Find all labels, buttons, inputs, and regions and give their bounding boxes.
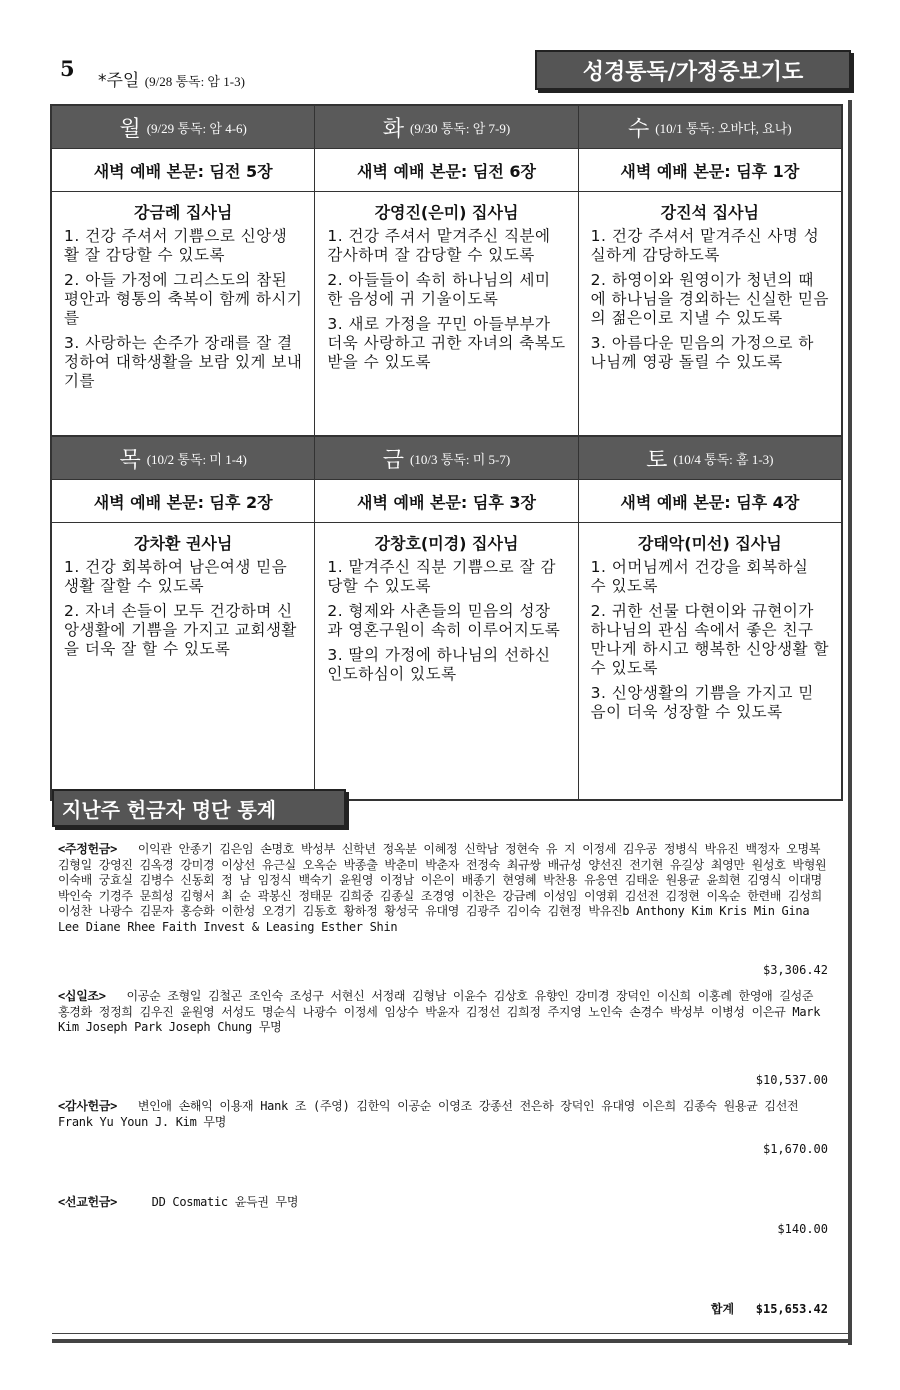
day-label: 금 xyxy=(382,446,405,472)
day-cell-wed xyxy=(579,106,841,435)
divider xyxy=(52,1333,848,1334)
service-text: 새벽 예배 본문: 딤후 1장 xyxy=(579,148,841,192)
day-reading: (9/29 통독: 암 4-6) xyxy=(146,120,247,136)
day-header xyxy=(579,437,841,479)
prayer-item: 3. 아름다운 믿음의 가정으로 하나님께 영광 돌릴 수 있도록 xyxy=(590,334,814,371)
section-banner-offering-stats: 지난주 헌금자 명단 통계 xyxy=(52,789,346,827)
service-text: 새벽 예배 본문: 딤후 2장 xyxy=(52,479,314,523)
prayer-item: 1. 건강 주셔서 맡겨주신 직분에 감사하며 잘 감당할 수 있도록 xyxy=(327,227,551,264)
prayer-item: 2. 자녀 손들이 모두 건강하며 신앙생활에 기쁨을 가지고 교회생활을 더욱 잘 할 수 있도록 xyxy=(64,602,297,658)
member-name: 강영진(은미) 집사님 xyxy=(374,203,519,222)
service-text: 새벽 예배 본문: 딤후 3장 xyxy=(315,479,577,523)
prayer-body xyxy=(52,200,314,435)
gratitude-label: <감사헌금> xyxy=(58,1099,118,1113)
total-label: 합계 xyxy=(710,1302,735,1316)
member-name: 강금례 집사님 xyxy=(134,203,233,222)
prayer-item: 2. 하영이와 원영이가 청년의 때에 하나님을 경외하는 신실한 믿음의 젊은이로 지낼 수 있도록 xyxy=(590,271,829,327)
prayer-list xyxy=(579,227,841,372)
prayer-row-2 xyxy=(52,435,841,799)
day-header xyxy=(579,106,841,148)
prayer-body xyxy=(579,531,841,799)
prayer-item: 3. 사랑하는 손주가 장래를 잘 결정하여 대학생활을 보람 있게 보내기를 xyxy=(64,334,303,390)
day-reading: (10/3 통독: 미 5-7) xyxy=(410,451,511,467)
prayer-list xyxy=(579,558,841,722)
member-name: 강진석 집사님 xyxy=(660,203,759,222)
member-name: 강태악(미선) 집사님 xyxy=(637,534,782,553)
prayer-item: 3. 신앙생활의 기쁨을 가지고 믿음이 더욱 성장할 수 있도록 xyxy=(590,684,814,721)
gratitude-amount: $1,670.00 xyxy=(762,1142,828,1156)
day-cell-mon xyxy=(52,106,315,435)
page-number: 5 xyxy=(60,56,75,81)
mission-label: <선교헌금> xyxy=(58,1195,118,1209)
offering-names: 이공순 조형일 김철곤 조인숙 조성구 서현신 서정래 김형남 이윤수 김상호 유향인 강미경 장덕인 이신희 이홍례 한영애 길성준 홍경화 정정희 김우진 윤원영 서성도 명순식 나광수 이정세 임상수 박윤자 김정선 김희정 주지영 노인숙 손경수 박성부 이병성 이은규 Mark Kim Joseph Park Joseph Chung 무명 xyxy=(58,989,821,1034)
prayer-item: 3. 새로 가정을 꾸민 아들부부가 더욱 사랑하고 귀한 자녀의 축복도 받을 수 있도록 xyxy=(327,315,566,371)
member-name: 강차환 권사님 xyxy=(134,534,233,553)
day-label: 화 xyxy=(382,115,405,141)
total-amount: $15,653.42 xyxy=(755,1302,828,1316)
prayer-item: 2. 형제와 사촌들의 믿음의 성장과 영혼구원이 속히 이루어지도록 xyxy=(327,602,561,639)
day-label: 목 xyxy=(119,446,141,472)
prayer-body xyxy=(579,200,841,435)
day-label: 토 xyxy=(646,446,668,472)
service-text: 새벽 예배 본문: 딤전 6장 xyxy=(315,148,577,192)
service-text: 새벽 예배 본문: 딤전 5장 xyxy=(52,148,314,192)
mission-names: DD Cosmatic 윤득권 무명 xyxy=(151,1195,299,1209)
prayer-body xyxy=(52,531,314,799)
day-cell-sat xyxy=(579,437,841,799)
day-reading: (10/2 통독: 미 1-4) xyxy=(146,451,247,467)
day-reading: (9/30 통독: 암 7-9) xyxy=(410,120,511,136)
gratitude-names: 변인애 손해익 이용재 Hank 조 (주영) 김한익 이공순 이영조 강종선 전은하 장덕인 유대영 이은희 김종숙 원용균 김선전 Frank Yu Youn J. Kim 무명 xyxy=(58,1099,799,1129)
page-border-bottom xyxy=(52,1339,852,1343)
prayer-list xyxy=(315,558,577,684)
day-reading: (10/1 통독: 오바댜, 요나) xyxy=(655,120,792,136)
day-cell-tue xyxy=(315,106,578,435)
gratitude-donor-list xyxy=(58,1099,830,1130)
day-label: 월 xyxy=(119,115,141,141)
prayer-grid xyxy=(50,104,843,801)
tithe-label: <주정헌금> xyxy=(58,842,118,856)
day-cell-fri xyxy=(315,437,578,799)
prayer-body xyxy=(315,531,577,799)
mission-donor-list xyxy=(58,1195,830,1211)
section-banner-bible-reading: 성경통독/가정중보기도 xyxy=(535,50,851,90)
prayer-list xyxy=(52,558,314,659)
prayer-item: 1. 건강 주셔서 맡겨주신 사명 성실하게 감당하도록 xyxy=(590,227,820,264)
day-label: 수 xyxy=(628,115,650,141)
offering-label: <십일조> xyxy=(58,989,106,1003)
day-header xyxy=(52,437,314,479)
prayer-item: 1. 건강 주셔서 기쁨으로 신앙생활 잘 감당할 수 있도록 xyxy=(64,227,288,264)
day-header xyxy=(315,106,577,148)
tithe-donor-list xyxy=(58,842,830,935)
tithe-amount: $3,306.42 xyxy=(762,963,828,977)
prayer-item: 3. 딸의 가정에 하나님의 선하신 인도하심이 있도록 xyxy=(327,646,551,683)
prayer-item: 2. 아들 가정에 그리스도의 참된 평안과 형통의 축복이 함께 하시기를 xyxy=(64,271,303,327)
day-reading: (10/4 통독: 홈 1-3) xyxy=(673,451,774,467)
total-summary xyxy=(711,1300,828,1317)
service-text: 새벽 예배 본문: 딤후 4장 xyxy=(579,479,841,523)
tithe-names: 이익관 안종기 김은임 손명호 박성부 신학년 정옥분 이혜정 신학남 정현숙 유 지 이정세 김우공 정병식 박유진 백정자 오명복 김형일 강영진 김옥경 강미경 이상선 유근실 오옥순 박종출 박춘미 박춘자 전정숙 최규쌍 배규성 양선진 전기현 유길상 최영만 원성호 박형원 이숙배 궁효실 김병수 신동회 정 남 임정식 백숙기 윤원영 이정남 이은이 배종기 현영혜 박찬용 유응연 김태운 원용균 윤희현 김영식 이대명 박인숙 기경주 문희성 김형서 최 순 곽봉신 정태문 김희중 김종실 조경영 이찬은 강금례 이성임 이영휘 김선전 김정현 이옥순 한련배 김성희 이성찬 나광수 김문자 홍승화 이한성 오경기 김동호 황하정 황성국 유대영 김광주 김이숙 김현정 박유진b Anthony Kim Kris Min Gina Lee Diane Rhee Faith Invest & Leasing Esther Shin xyxy=(58,842,827,934)
sunday-reading xyxy=(98,66,245,91)
prayer-row-1 xyxy=(52,106,841,435)
offering-donor-list xyxy=(58,989,830,1036)
prayer-list xyxy=(315,227,577,372)
prayer-item: 1. 어머님께서 건강을 회복하실 수 있도록 xyxy=(590,558,809,595)
prayer-item: 1. 건강 회복하여 남은여생 믿음생활 잘할 수 있도록 xyxy=(64,558,288,595)
day-header xyxy=(315,437,577,479)
prayer-item: 1. 맡겨주신 직분 기쁨으로 잘 감당할 수 있도록 xyxy=(327,558,556,595)
page-border-right xyxy=(848,100,852,1345)
sunday-label: *주일 xyxy=(98,71,140,91)
offering-amount: $10,537.00 xyxy=(755,1073,828,1087)
member-name: 강창호(미경) 집사님 xyxy=(374,534,519,553)
prayer-item: 2. 아들들이 속히 하나님의 세미한 음성에 귀 기울이도록 xyxy=(327,271,551,308)
prayer-body xyxy=(315,200,577,435)
day-cell-thu xyxy=(52,437,315,799)
mission-amount: $140.00 xyxy=(777,1222,828,1236)
prayer-list xyxy=(52,227,314,391)
prayer-item: 2. 귀한 선물 다현이와 규현이가 하나님의 관심 속에서 좋은 친구 만나게 하시고 행복한 신앙생활 할 수 있도록 xyxy=(590,602,829,677)
day-header xyxy=(52,106,314,148)
sunday-reading-text: (9/28 통독: 암 1-3) xyxy=(144,74,245,89)
